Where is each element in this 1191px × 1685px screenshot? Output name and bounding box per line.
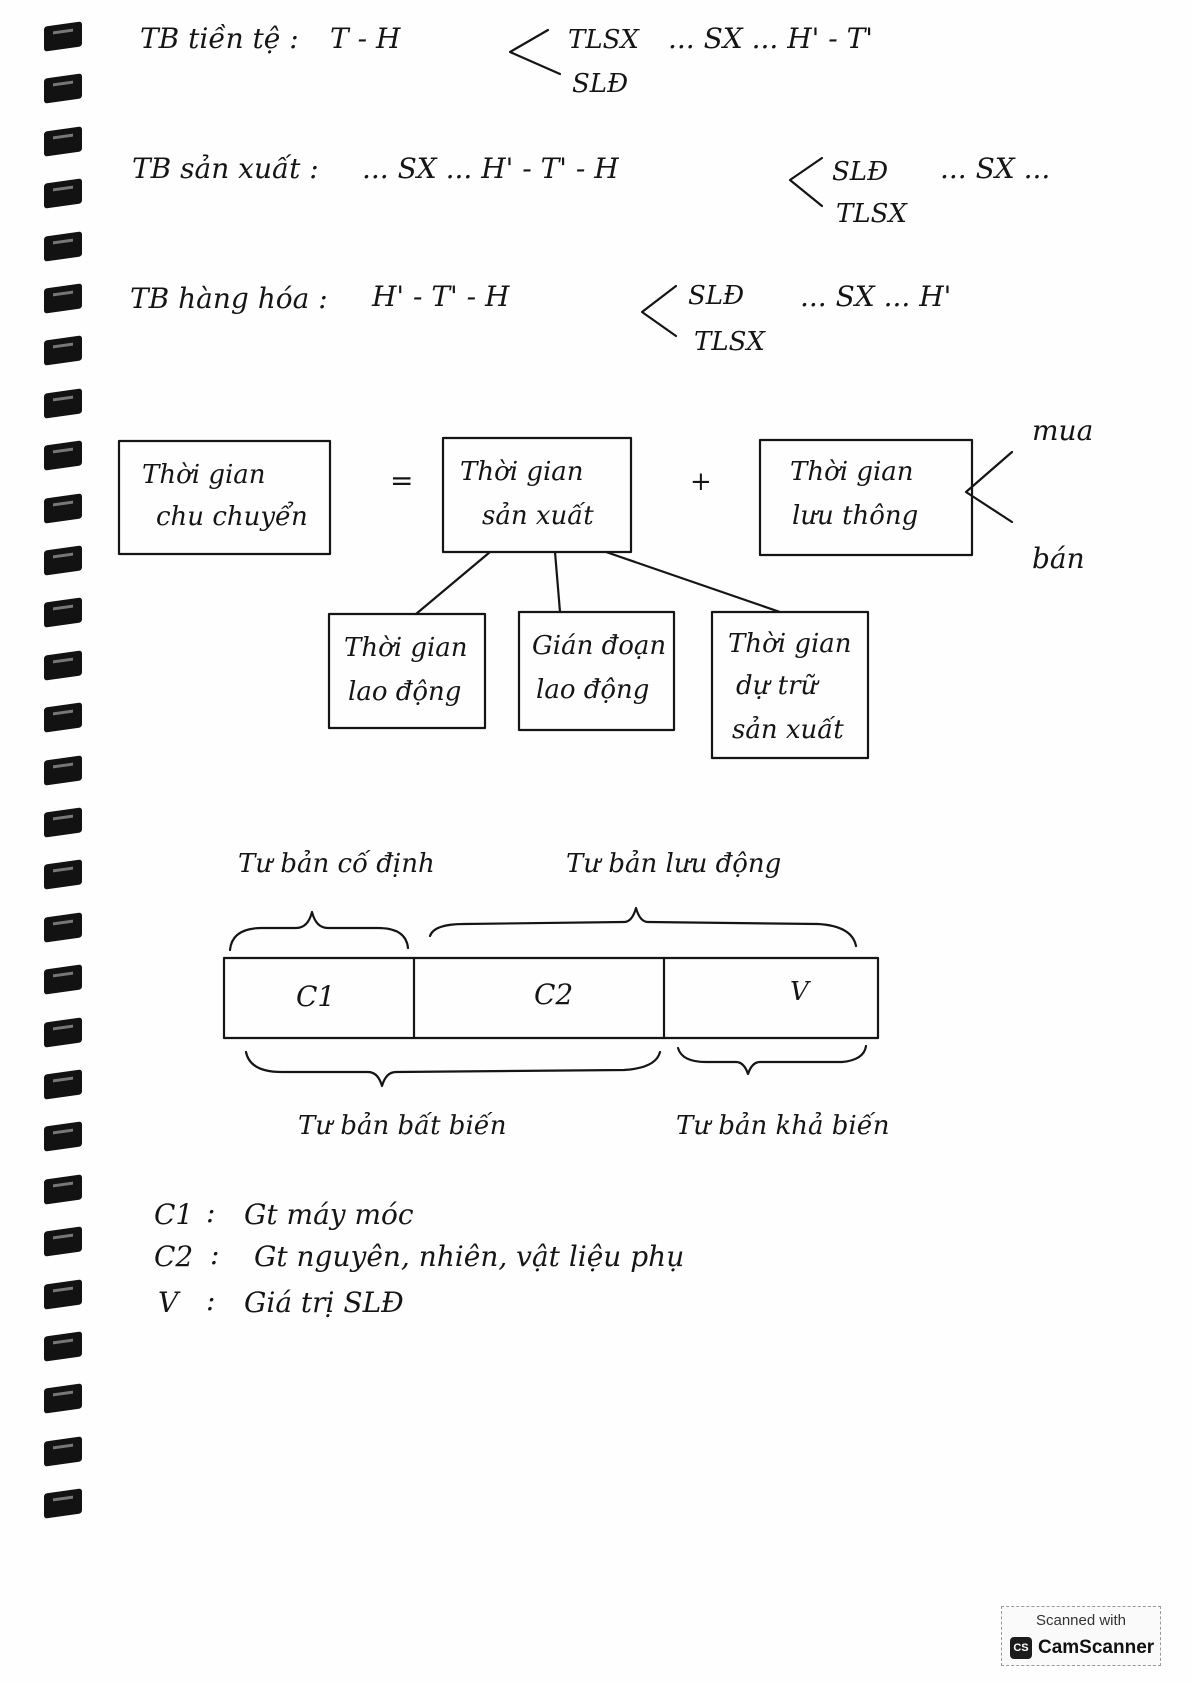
segment-c2: C2 — [534, 978, 574, 1011]
watermark-caption: Scanned with — [1035, 1612, 1127, 1629]
labor-time-box — [329, 614, 485, 728]
labor-time-line-2: lao động — [348, 677, 462, 707]
branch-bracket — [790, 158, 822, 206]
fixed-capital-brace — [230, 912, 408, 950]
labor-time-line-1: Thời gian — [344, 633, 468, 663]
variable-capital-label: Tư bản khả biến — [676, 1111, 890, 1141]
formula-chain: T - H — [330, 22, 401, 55]
branch-lower: SLĐ — [572, 69, 629, 99]
variable-capital-brace — [678, 1046, 866, 1074]
camscanner-watermark — [1001, 1606, 1161, 1666]
branch-lower: TLSX — [694, 327, 765, 357]
turnover-time-box — [119, 441, 330, 554]
legend-text: Gt máy móc — [244, 1198, 414, 1231]
connector-left — [416, 552, 490, 614]
equals-sign: = — [390, 464, 414, 497]
capital-bar-diagram — [224, 849, 889, 1141]
branch-bracket — [510, 30, 560, 74]
legend-symbol: C1 — [154, 1198, 194, 1231]
formula-commodity-capital — [130, 280, 951, 357]
camscanner-logo-icon: CS — [1010, 1637, 1032, 1659]
labor-break-line-1: Gián đoạn — [532, 631, 667, 661]
segment-c1: C1 — [296, 980, 336, 1013]
segment-v: V — [790, 977, 809, 1007]
production-time-line-2: sản xuất — [482, 501, 594, 531]
formula-tail: ... SX ... H' - T' — [668, 22, 873, 55]
branch-upper: TLSX — [568, 25, 639, 55]
sell-label: bán — [1032, 542, 1085, 575]
constant-capital-brace — [246, 1052, 660, 1086]
connector-middle — [555, 552, 560, 612]
production-time-box — [443, 438, 631, 552]
branch-bracket — [642, 286, 676, 336]
fixed-capital-label: Tư bản cố định — [238, 849, 435, 879]
plus-sign: + — [690, 467, 712, 497]
legend-separator: : — [206, 1284, 216, 1317]
formula-chain: H' - T' - H — [372, 280, 510, 313]
watermark-brand-name: CamScanner — [1038, 1637, 1155, 1658]
formula-tail: ... SX ... — [940, 152, 1051, 185]
formula-money-capital — [140, 22, 873, 99]
labor-break-line-2: lao động — [536, 675, 650, 705]
watermark-brand — [1010, 1637, 1154, 1659]
time-diagram — [119, 414, 1093, 758]
buy-label: mua — [1032, 414, 1094, 447]
production-time-line-1: Thời gian — [460, 457, 584, 487]
branch-lower: TLSX — [836, 199, 907, 229]
formula-production-capital — [132, 152, 1050, 229]
circulation-time-line-1: Thời gian — [790, 457, 914, 487]
formula-chain: ... SX ... H' - T' - H — [362, 152, 619, 185]
circulating-capital-brace — [430, 908, 856, 946]
legend-symbol: V — [158, 1286, 179, 1319]
circulation-time-line-2: lưu thông — [792, 501, 919, 531]
turnover-time-line-1: Thời gian — [142, 460, 266, 490]
formula-label: TB hàng hóa : — [130, 282, 328, 315]
legend-text: Gt nguyên, nhiên, vật liệu phụ — [254, 1240, 685, 1273]
branch-upper: SLĐ — [832, 157, 889, 187]
legend-text: Giá trị SLĐ — [244, 1286, 404, 1319]
constant-capital-label: Tư bản bất biến — [298, 1111, 507, 1141]
turnover-time-line-2: chu chuyển — [156, 502, 308, 532]
labor-break-box — [519, 612, 674, 730]
formula-tail: ... SX ... H' — [800, 280, 952, 313]
formula-label: TB sản xuất : — [132, 152, 319, 185]
legend-separator: : — [210, 1238, 220, 1271]
connector-right — [606, 552, 780, 612]
legend — [154, 1196, 684, 1319]
legend-symbol: C2 — [154, 1240, 194, 1273]
branch-upper: SLĐ — [688, 281, 745, 311]
legend-separator: : — [206, 1196, 216, 1229]
storage-time-line-2: dự trữ — [736, 671, 818, 701]
circulating-capital-label: Tư bản lưu động — [566, 849, 782, 879]
storage-time-line-1: Thời gian — [728, 629, 852, 659]
storage-time-line-3: sản xuất — [732, 715, 844, 745]
formula-label: TB tiền tệ : — [140, 22, 299, 55]
